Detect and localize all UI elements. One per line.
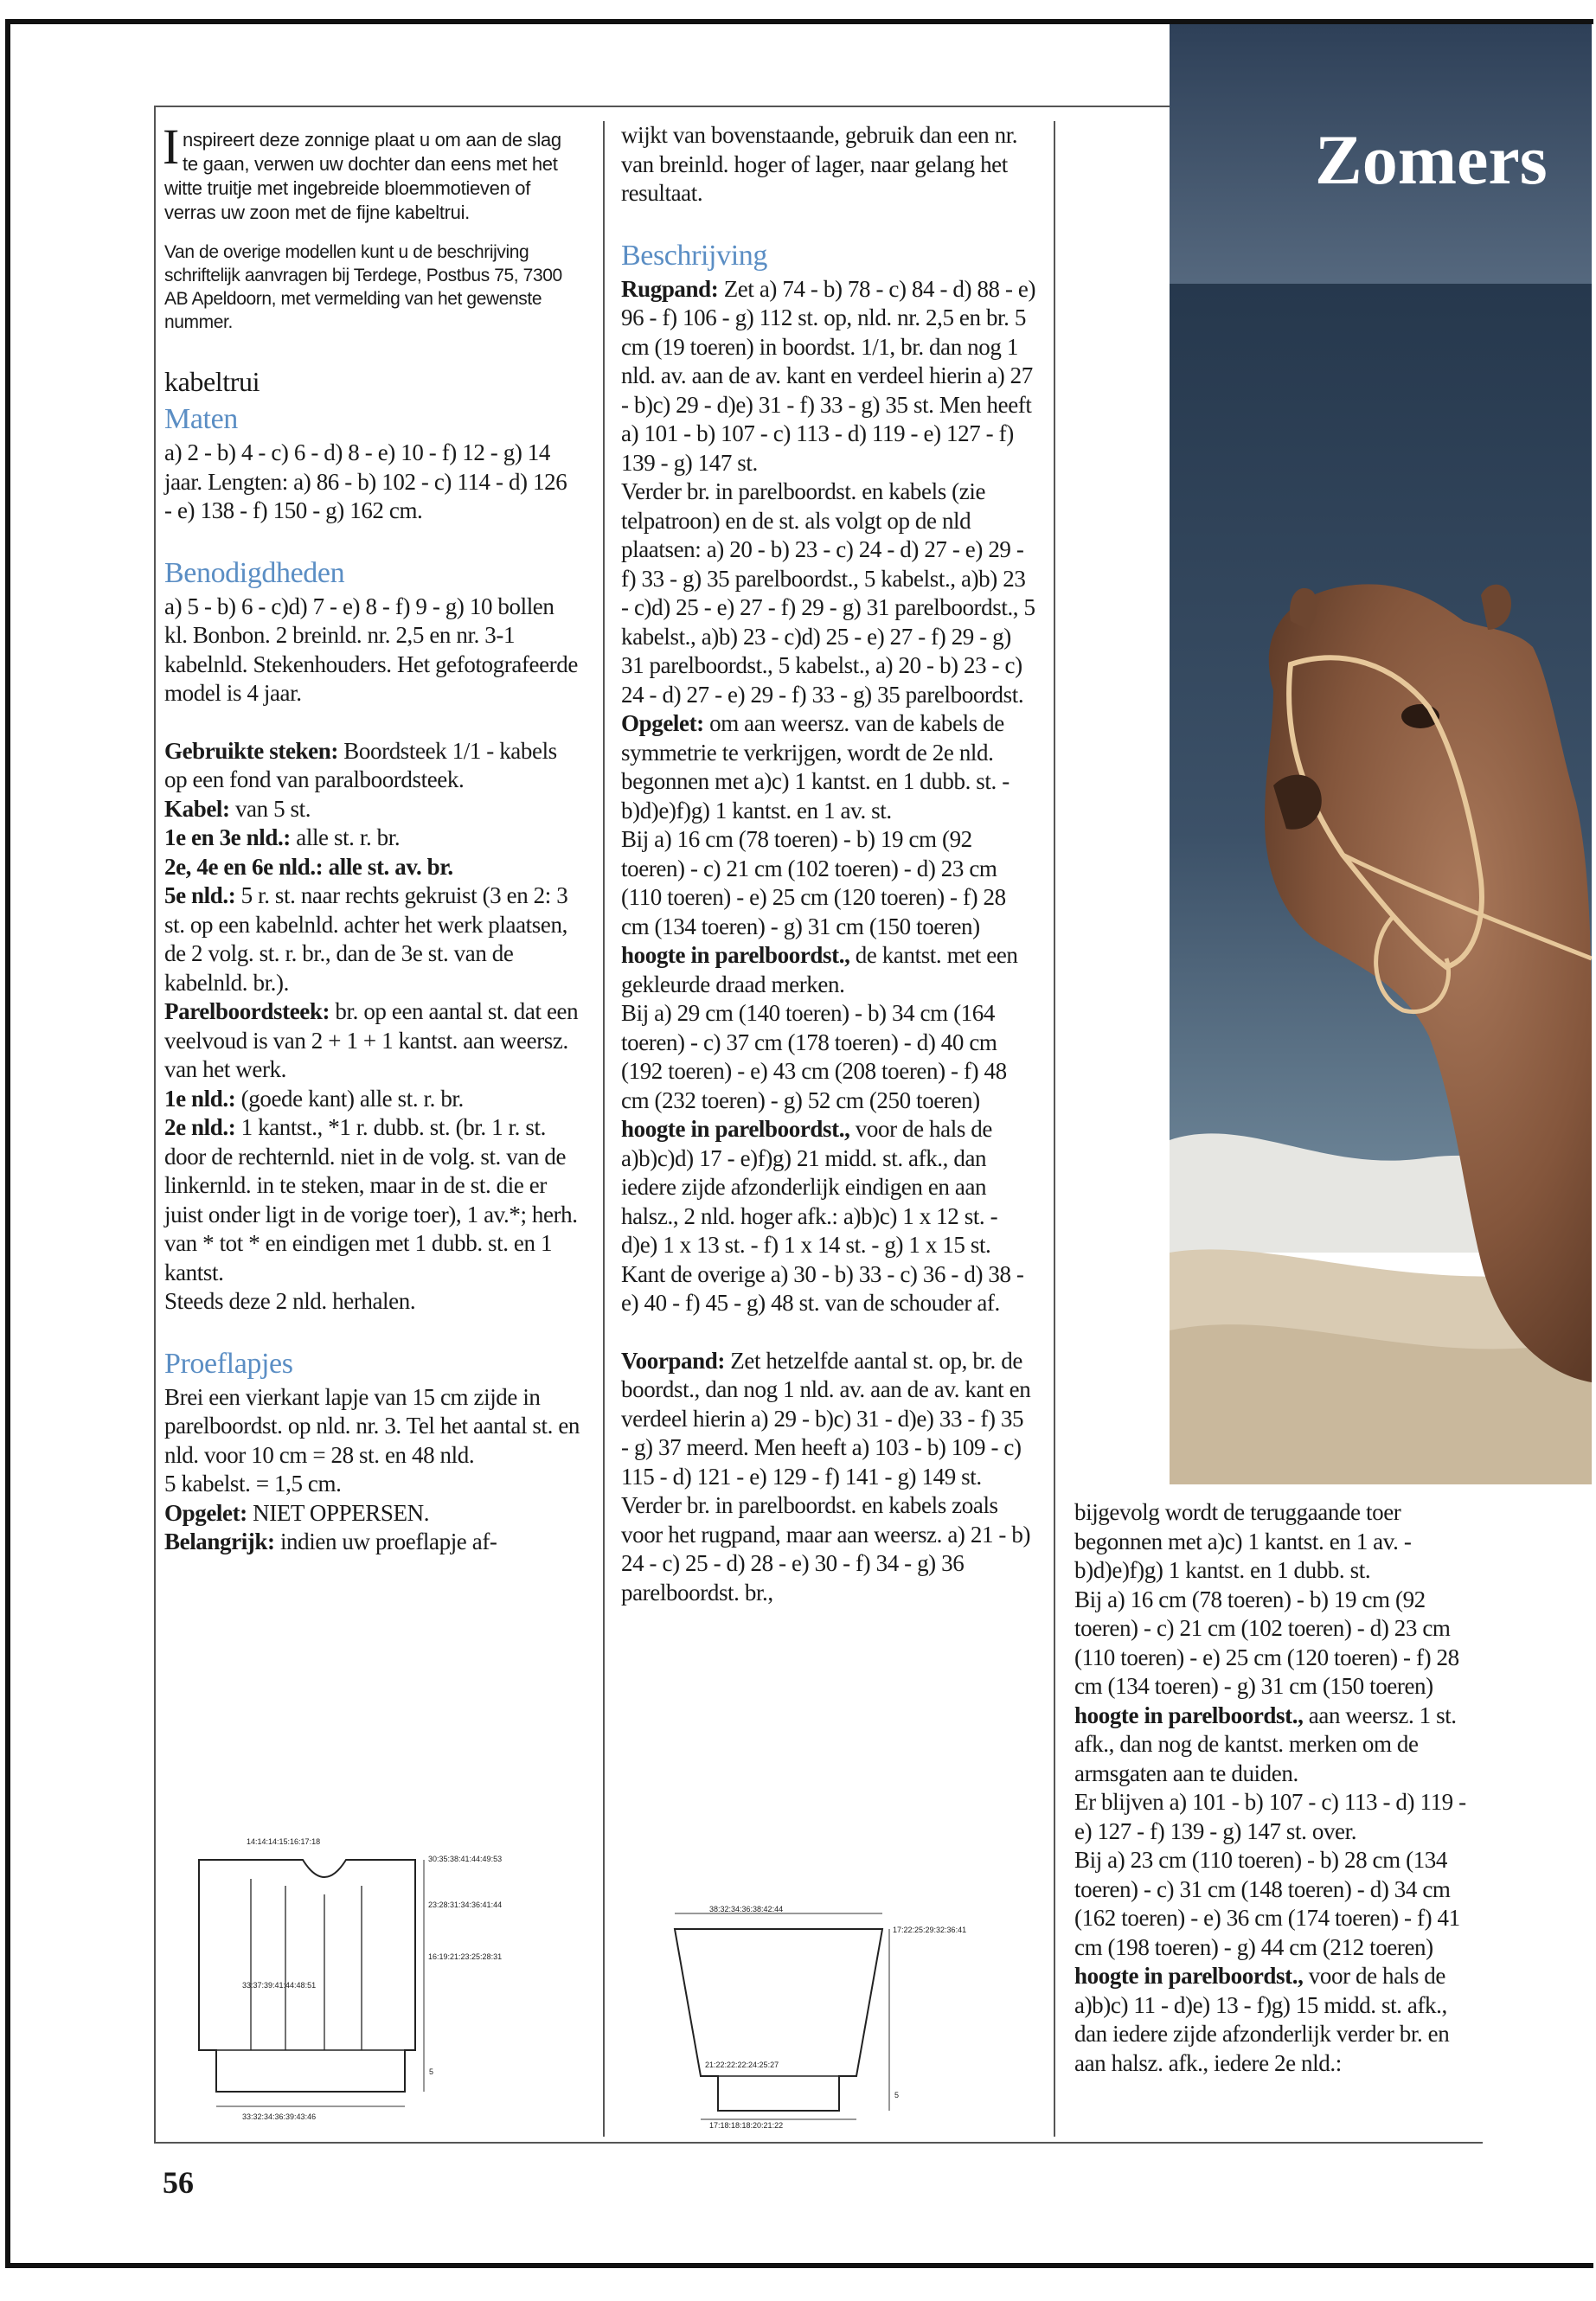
belangrijk-paragraph	[164, 1528, 580, 1557]
column-divider	[603, 121, 605, 2137]
verder2-text: Verder br. in parelboordst. en kabels zoals voor het rugpand, maar aan weersz. a) 21 - b) 24 - c) 25 - d) 28 - e) 30 - f) 34 - g) 36 parelboordst. br.,	[621, 1492, 1031, 1606]
proef2-text: 5 kabelst. = 1,5 cm.	[164, 1471, 342, 1497]
bij2-paragraph	[621, 999, 1036, 1260]
col3-p2-text: Bij a) 16 cm (78 toeren) - b) 19 cm (92 toeren) - c) 21 cm (102 toeren) - d) 23 cm (110 toeren) - e) 25 cm (120 toeren) - f) 28 cm (134 toeren) - g) 31 cm (150 toeren)	[1074, 1586, 1459, 1699]
column-1	[163, 119, 580, 1557]
belangrijk-label: Belangrijk:	[164, 1529, 275, 1554]
prow2-label: 2e nld.:	[164, 1114, 236, 1140]
body-schematic	[173, 1834, 588, 2128]
body-dim-mid: 33:37:39:41:44:48:51	[242, 1981, 317, 1990]
model-title: kabeltrui	[164, 366, 260, 397]
opgelet-paragraph	[164, 1499, 580, 1529]
prow1-label: 1e nld.:	[164, 1085, 236, 1112]
body-dim-r3: 16:19:21:23:25:28:31	[428, 1952, 503, 1961]
opgelet-text: NIET OPPERSEN.	[247, 1499, 430, 1526]
heading-benodigdheden: Benodigdheden	[164, 556, 345, 589]
camel-photo	[1170, 24, 1592, 1484]
proef-text: Brei een vierkant lapje van 15 cm zijde in parelboordst. op nld. nr. 3. Tel het aantal st. en nld. voor 10 cm = 28 st. en 48 nld.	[164, 1383, 580, 1468]
parel-text: br. op een aantal st. dat een veelvoud is van 2 + 1 + 1 kantst. aan weersz. van het werk.	[164, 998, 579, 1082]
parel-paragraph	[164, 997, 580, 1085]
voor-label: Voorpand:	[621, 1347, 725, 1374]
voor-text: Zet hetzelfde aantal st. op, br. de boordst., dan nog 1 nld. av. aan de av. kant en verdeel hierin a) 29 - b)c) 31 - d)e) 33 - f) 35 - g) 37 meerd. Men heeft a) 103 - b) 109 - c) 115 - d) 121 - e) 129 - f) 141 - g) 149 st.	[621, 1347, 1031, 1490]
sleeve-dim-right: 17:22:25:29:32:36:41	[893, 1926, 967, 1934]
bij1-end: de kantst. met een gekleurde draad merken.	[621, 942, 1018, 997]
body-dim-rib: 5	[429, 2067, 434, 2076]
benodigdheden-text: a) 5 - b) 6 - c)d) 7 - e) 8 - f) 9 - g) 10 bollen kl. Bonbon. 2 breinld. nr. 2,5 en nr. 3-1 kabelnld. Stekenhouders. Het gefotografeerde model is 4 jaar.	[164, 593, 578, 706]
col3-p4-end: voor de hals de a)b)c) 11 - d)e) 13 - f)g) 15 midd. st. afk., dan iedere zijde afzonderlijk verder br. en aan halsz. afk., iedere 2e nld.:	[1074, 1963, 1450, 2076]
sleeve-dim-rib: 5	[894, 2091, 900, 2099]
notice-text: Van de overige modellen kunt u de beschrijving schriftelijk aanvragen bij Terdege, Postbus 75, 7300 AB Apeldoorn, met vermelding van het gewenste nummer.	[164, 242, 562, 332]
page-number: 56	[163, 2165, 194, 2200]
prow1-text: (goede kant) alle st. r. br.	[235, 1085, 464, 1112]
intro-text: nspireert deze zonnige plaat u om aan de slag te gaan, verwen uw dochter dan eens met het witte truitje met ingebreide bloemmotieven of verras uw zoon met de fijne kabeltrui.	[164, 129, 561, 223]
bij2-end: voor de hals de a)b)c)d) 17 - e)f)g) 21 midd. st. afk., dan iedere zijde afzonderlijk eindigen en aan halsz., 2 nld. hoger afk.: a)b)c) 1 x 12 st. - d)e) 1 x 13 st. - f) 1 x 14 st. - g) 1 x 15 st.	[621, 1116, 998, 1258]
parel-label: Parelboordsteek:	[164, 998, 330, 1024]
sleeve-dim-mid: 21:22:22:22:24:25:27	[705, 2061, 779, 2069]
drop-cap: I	[163, 119, 180, 175]
belangrijk-text: indien uw proeflapje af-	[274, 1529, 497, 1554]
column-3	[1074, 1498, 1481, 2078]
photo-title: Zomers	[1315, 120, 1548, 199]
heading-maten: Maten	[164, 403, 238, 435]
col3-p4	[1074, 1846, 1481, 2078]
column-2	[621, 121, 1036, 1607]
verder-text: Verder br. in parelboordst. en kabels (zie telpatroon) en de st. als volgt op de nld plaatsen: a) 20 - b) 23 - c) 24 - d) 27 - e) 29 - f) 33 - g) 35 parelboordst., 5 kabelst., a)b) 23 - c)d) 25 - e) 27 - f) 29 - g) 31 parelboordst., 5 kabelst., a)b) 23 - c)d) 25 - e) 27 - f) 29 - g) 31 parelboordst., 5 kabelst., a) 20 - b) 23 - c) 24 - d) 27 - e) 29 - f) 33 - g) 35 parelboordst.	[621, 478, 1035, 708]
steken-label: Gebruikte steken:	[164, 737, 338, 764]
row1-text: alle st. r. br.	[290, 824, 401, 850]
rug-label: Rugpand:	[621, 275, 719, 302]
kabel-paragraph	[164, 795, 580, 824]
col3-p4-bold: hoogte in parelboordst.,	[1074, 1963, 1304, 1989]
row1-label: 1e en 3e nld.:	[164, 824, 291, 850]
opgelet2-text: om aan weersz. van de kabels de symmetrie te verkrijgen, wordt de 2e nld. begonnen met a)c) 1 kantst. en 1 dubb. st. - b)d)e)f)g) 1 kantst. en 1 av. st.	[621, 710, 1010, 824]
intro-paragraph	[163, 119, 580, 225]
column-divider	[1054, 121, 1055, 2137]
row2-label: 2e, 4e en 6e nld.: alle st. av. br.	[164, 853, 453, 880]
kabel-text: van 5 st.	[229, 795, 311, 822]
col3-p1: bijgevolg wordt de teruggaande toer begonnen met a)c) 1 kantst. en 1 av. - b)d)e)f)g) 1 kantst. en 1 dubb. st.	[1074, 1499, 1412, 1583]
steken-text: Boordsteek 1/1 - kabels op een fond van paralboordsteek.	[164, 737, 557, 792]
bij1-paragraph	[621, 825, 1036, 999]
bij2-text: Bij a) 29 cm (140 toeren) - b) 34 cm (164 toeren) - c) 37 cm (178 toeren) - d) 40 cm (192 toeren) - e) 43 cm (208 toeren) - f) 48 cm (232 toeren) - g) 52 cm (250 toeren)	[621, 1000, 1007, 1113]
col3-p4-text: Bij a) 23 cm (110 toeren) - b) 28 cm (134 toeren) - c) 31 cm (148 toeren) - d) 34 cm (162 toeren) - e) 36 cm (174 toeren) - f) 41 cm (198 toeren) - g) 44 cm (212 toeren)	[1074, 1847, 1460, 1960]
rug-paragraph	[621, 275, 1036, 478]
col3-p3: Er blijven a) 101 - b) 107 - c) 113 - d) 119 - e) 127 - f) 139 - g) 147 st. over.	[1074, 1789, 1466, 1844]
kabel-label: Kabel:	[164, 795, 230, 822]
opgelet2-paragraph	[621, 709, 1036, 825]
sleeve-dim-top: 38:32:34:36:38:42:44	[709, 1905, 784, 1913]
steken-paragraph	[164, 737, 580, 795]
heading-proeflapjes: Proeflapjes	[164, 1347, 293, 1380]
sleeve-dim-bottom: 17:18:18:18:20:21:22	[709, 2121, 784, 2128]
prow1-paragraph	[164, 1085, 580, 1114]
voor-paragraph	[621, 1347, 1036, 1492]
body-dim-bottom: 33:32:34:36:39:43:46	[242, 2112, 317, 2121]
prow2-paragraph	[164, 1113, 580, 1287]
col3-p2	[1074, 1586, 1481, 1789]
rug-text: Zet a) 74 - b) 78 - c) 84 - d) 88 - e) 96 - f) 106 - g) 112 st. op, nld. nr. 2,5 en br. 5 cm (19 toeren) in boordst. 1/1, br. dan nog 1 nld. av. aan de av. kant en verdeel hierin a) 27 - b)c) 29 - d)e) 31 - f) 33 - g) 35 st. Men heeft a) 101 - b) 107 - c) 113 - d) 119 - e) 127 - f) 139 - g) 147 st.	[621, 275, 1036, 476]
row2-paragraph	[164, 853, 580, 882]
prow2-text: 1 kantst., *1 r. dubb. st. (br. 1 r. st. door de rechternld. niet in de volg. st. van de linkernld. in te steken, maar in de st. die er juist onder ligt in de vorige toer), 1 av.*; herh. van * tot * en eindigen met 1 dubb. st. en 1 kantst.	[164, 1114, 578, 1285]
heading-beschrijving: Beschrijving	[621, 239, 767, 272]
bij1-bold: hoogte in parelboordst.,	[621, 942, 850, 968]
col3-p2-bold: hoogte in parelboordst.,	[1074, 1702, 1304, 1728]
body-dim-top: 14:14:14:15:16:17:18	[247, 1837, 321, 1846]
body-dim-r2: 23:28:31:34:36:41:44	[428, 1900, 503, 1909]
body-dim-r1: 30:35:38:41:44:49:53	[428, 1855, 503, 1863]
row5-paragraph	[164, 881, 580, 997]
row5-text: 5 r. st. naar rechts gekruist (3 en 2: 3 st. op een kabelnld. achter het werk plaatsen, de 2 volg. st. r. br., dan de 3e st. van de kabelnld. br.).	[164, 882, 568, 996]
maten-text: a) 2 - b) 4 - c) 6 - d) 8 - e) 10 - f) 12 - g) 14 jaar. Lengten: a) 86 - b) 102 - c) 114 - d) 126 - e) 138 - f) 150 - g) 162 cm.	[164, 439, 567, 523]
bij2-bold: hoogte in parelboordst.,	[621, 1116, 850, 1142]
col3-p2-end: aan weersz. 1 st. afk., dan nog de kantst. merken om de armsgaten aan te duiden.	[1074, 1702, 1457, 1786]
sleeve-schematic	[657, 1903, 1038, 2128]
kant-text: Kant de overige a) 30 - b) 33 - c) 36 - d) 38 - e) 40 - f) 45 - g) 48 st. van de schouder af.	[621, 1260, 1024, 1316]
row1-paragraph	[164, 824, 580, 853]
opgelet2-label: Opgelet:	[621, 710, 704, 736]
opgelet-label: Opgelet:	[164, 1499, 247, 1526]
row5-label: 5e nld.:	[164, 882, 236, 908]
bij1-text: Bij a) 16 cm (78 toeren) - b) 19 cm (92 toeren) - c) 21 cm (102 toeren) - d) 23 cm (110 toeren) - e) 25 cm (120 toeren) - f) 28 cm (134 toeren) - g) 31 cm (150 toeren)	[621, 826, 1006, 939]
herhalen-text: Steeds deze 2 nld. herhalen.	[164, 1288, 416, 1314]
cont-text: wijkt van bovenstaande, gebruik dan een nr. van breinld. hoger of lager, naar gelang het resultaat.	[621, 122, 1018, 206]
